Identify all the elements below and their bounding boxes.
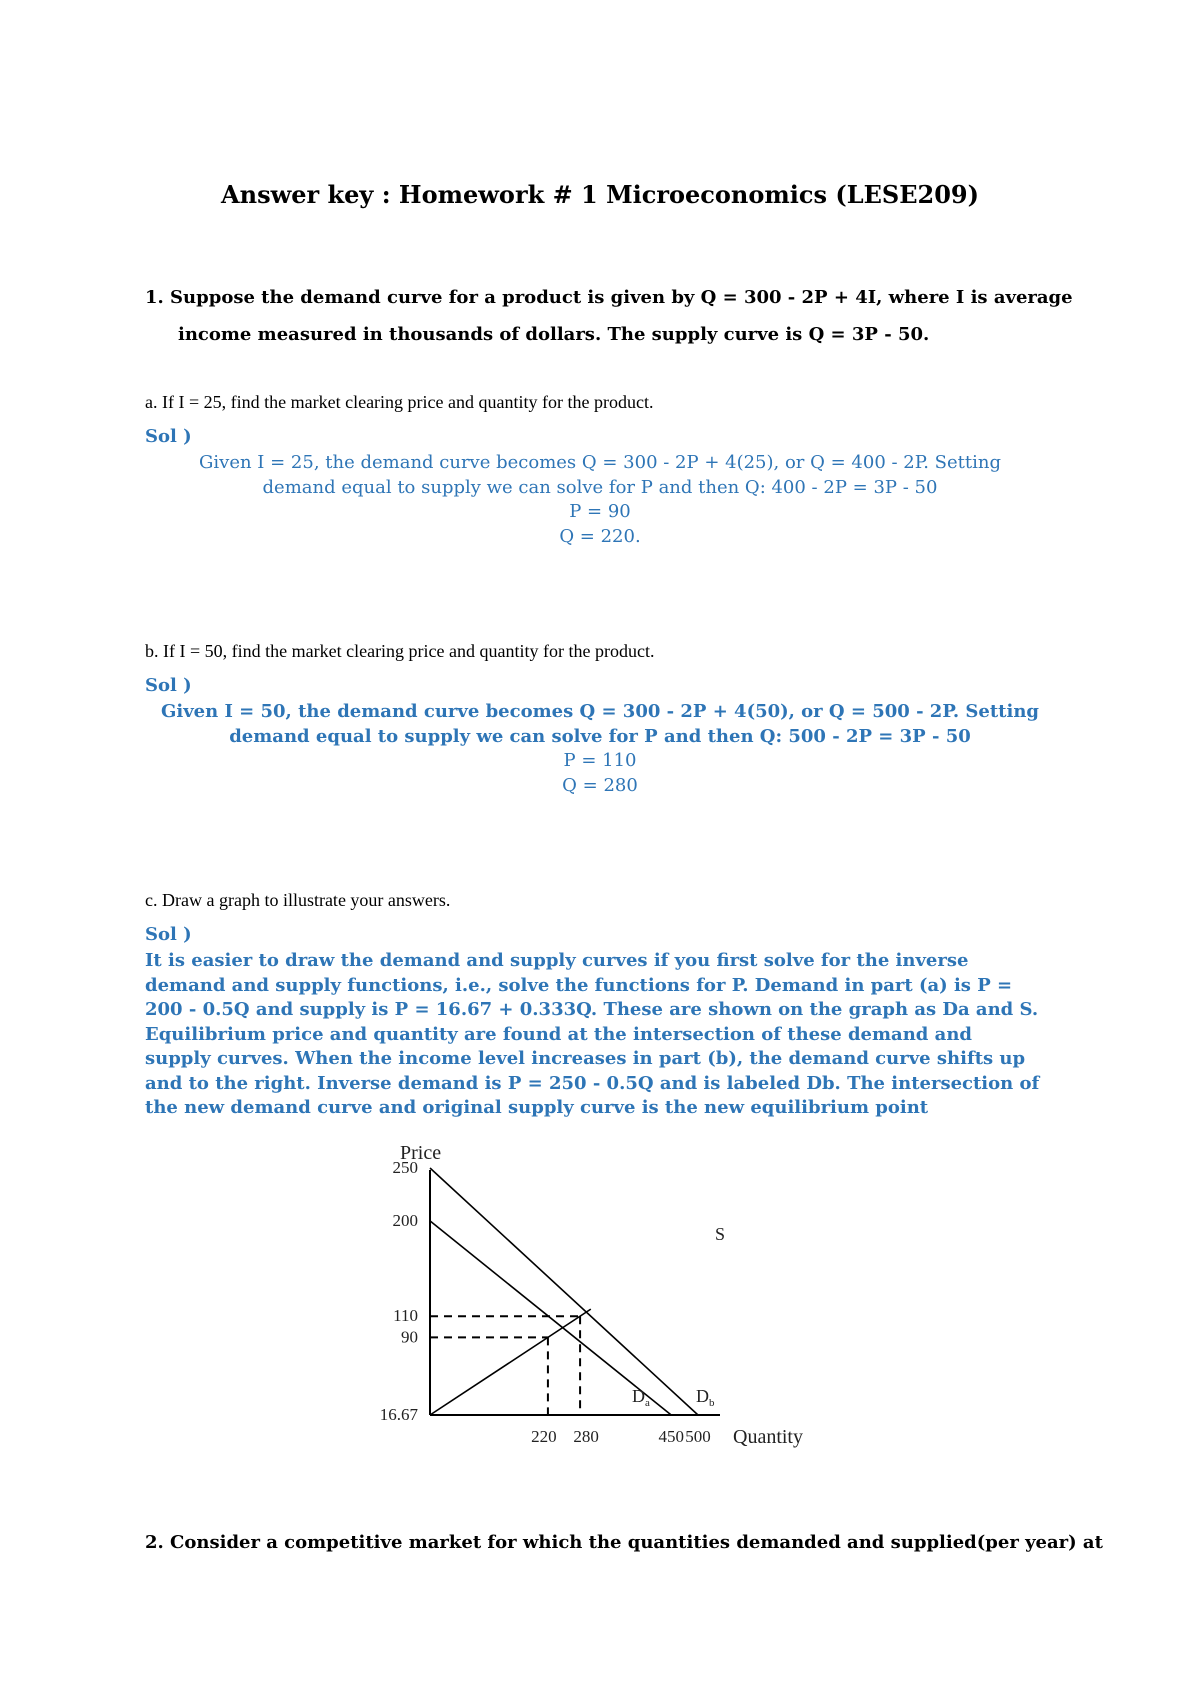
x-tick-label: 280 — [573, 1427, 599, 1446]
part-c-prompt: c. Draw a graph to illustrate your answers. — [145, 890, 451, 910]
page-title: Answer key : Homework # 1 Microeconomics (LESE209) — [221, 180, 979, 209]
part-c-solution-paragraph: It is easier to draw the demand and supply curves if you first solve for the inverse demand and supply functions, i.e., solve the functions for P. Demand in part (a) is P = 200 - 0.5Q and supply is P = 16.67 + 0.333Q. These are shown on the graph as Da and S. Equilibrium price and quantity are found at the intersection of these demand and supply curves. When the income level increases in part (b), the demand curve shifts up and to the right. Inverse demand is P = 250 - 0.5Q and is labeled Db. The intersection of the new demand curve and original supply curve is the new equilibrium point — [145, 950, 1040, 1118]
y-tick-label: 250 — [392, 1158, 418, 1177]
series-line-s — [430, 1309, 591, 1415]
y-tick-label: 200 — [392, 1210, 418, 1230]
x-axis-label: Quantity — [733, 1426, 803, 1448]
x-tick-label: 500 — [685, 1427, 711, 1446]
y-axis-label: Price — [400, 1142, 442, 1164]
part-c-sol-label: Sol ) — [145, 924, 192, 945]
part-a-sol-line-2: demand equal to supply we can solve for P and then Q: 400 - 2P = 3P - 50 — [262, 476, 938, 498]
y-tick-label: 90 — [401, 1327, 418, 1347]
question-2-line-1: 2. Consider a competitive market for which the quantities demanded and supplied(per year) at — [145, 1532, 1103, 1553]
y-tick-label: 16.67 — [379, 1405, 418, 1424]
part-b-sol-line-2: demand equal to supply we can solve for P and then Q: 500 - 2P = 3P - 50 — [229, 725, 971, 747]
part-b-sol-label: Sol ) — [145, 675, 192, 696]
demand-b-label-main: D — [696, 1386, 709, 1406]
supply-demand-chart — [360, 1130, 820, 1460]
demand-a-label — [632, 1386, 650, 1409]
part-a-sol-line-3: P = 90 — [569, 501, 631, 522]
x-tick-label: 220 — [531, 1427, 557, 1446]
part-b-sol-line-3: P = 110 — [563, 750, 637, 771]
series-line-db — [430, 1168, 698, 1415]
part-b-prompt: b. If I = 50, find the market clearing price and quantity for the product. — [145, 641, 655, 661]
demand-a-label-sub: a — [645, 1397, 650, 1409]
part-a-sol-line-1: Given I = 25, the demand curve becomes Q = 300 - 2P + 4(25), or Q = 400 - 2P. Setting — [199, 452, 1001, 473]
demand-b-label-sub: b — [709, 1397, 715, 1409]
x-tick-label: 450 — [658, 1427, 684, 1446]
part-a-prompt: a. If I = 25, find the market clearing price and quantity for the product. — [145, 392, 654, 412]
part-b-solution — [150, 700, 1050, 798]
question-1-line-2: income measured in thousands of dollars. The supply curve is Q = 3P - 50. — [178, 324, 930, 345]
supply-curve-label: S — [715, 1224, 726, 1244]
y-tick-label: 110 — [393, 1306, 418, 1326]
part-b-sol-line-1: Given I = 50, the demand curve becomes Q = 300 - 2P + 4(50), or Q = 500 - 2P. Setting — [160, 701, 1040, 722]
demand-b-label — [696, 1386, 715, 1409]
demand-a-label-main: D — [632, 1386, 645, 1406]
part-a-solution — [150, 451, 1050, 549]
part-a-sol-line-4: Q = 220. — [559, 525, 641, 547]
question-1-line-1: 1. Suppose the demand curve for a product is given by Q = 300 - 2P + 4I, where I is average — [145, 287, 1073, 308]
part-b-sol-line-4: Q = 280 — [562, 774, 638, 796]
part-a-sol-label: Sol ) — [145, 426, 192, 447]
